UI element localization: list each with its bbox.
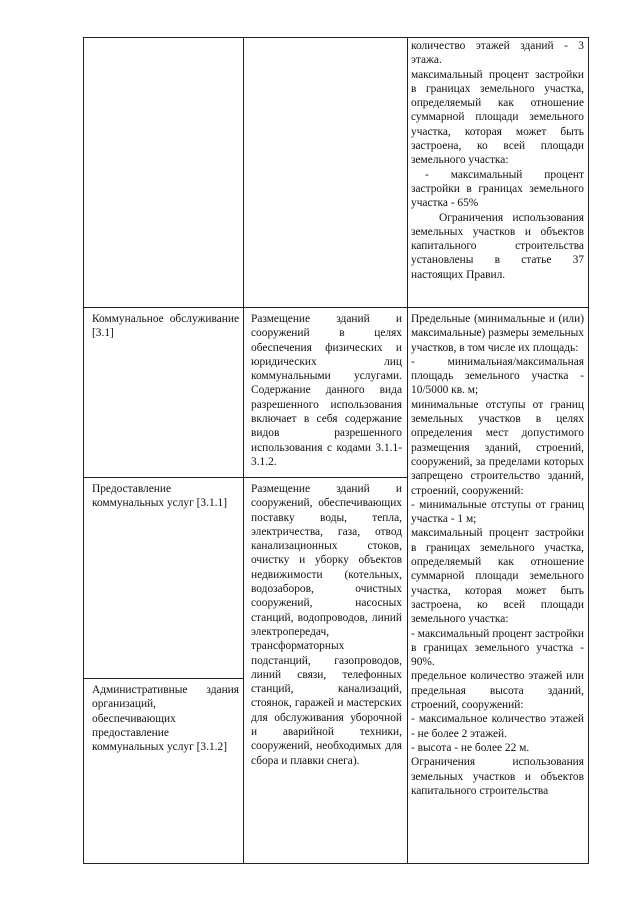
- table-border-col2: [407, 37, 408, 864]
- shared-parameters-cell: [411, 312, 584, 798]
- row2-description-cell: [251, 312, 402, 469]
- param-setback-value: - минимальные отступы от границ участка - 1 м;: [411, 498, 584, 526]
- table-border-right: [588, 37, 589, 864]
- row2-name: Коммунальное обслуживание [3.1]: [92, 313, 239, 340]
- table-border-col1: [243, 37, 244, 864]
- row2-description: Размещение зданий и сооружений в целях обеспечения физических и юридических лиц коммунальными услугами. Содержание данного вида разрешенного использования включает в себя содержание видов разрешенного использования с кодами 3.1.1-3.1.2.: [251, 313, 402, 468]
- param-height-definition: предельное количество этажей или предельная высота зданий, строений, сооружений:: [411, 670, 584, 712]
- row-divider-3-left: [83, 678, 244, 679]
- param-coverage-definition: максимальный процент застройки в границах земельного участка, определяемый как отношение суммарной площади земельного участка, которая может быть застроена, ко всей площади земельного участка:: [411, 527, 584, 626]
- param-setbacks-definition: минимальные отступы от границ земельных участков в целях определения мест допустимого размещения зданий, строений, сооружений, за пределами которых запрещено строительство зданий, строений, сооружений:: [411, 398, 584, 497]
- row4-name: Административные здания организаций, обеспечивающих предоставление коммунальных услуг [3.1.2]: [92, 684, 239, 754]
- param-restrictions: Ограничения использования земельных участков и объектов капитального строительства: [411, 756, 584, 797]
- param-area: - минимальная/максимальная площадь земельного участка - 10/5000 кв. м;: [411, 355, 584, 397]
- row3-description-cell: [251, 482, 402, 768]
- param-max-coverage: - максимальный процент застройки в границах земельного участка - 90%.: [411, 627, 584, 669]
- row1-parameters-cell: [411, 39, 584, 282]
- param-max-height: - высота - не более 22 м.: [411, 741, 530, 754]
- row-divider-2: [83, 477, 408, 478]
- row1-param-coverage-definition: максимальный процент застройки в границах земельного участка, определяемый как отношение суммарной площади земельного участка, которая может быть застроена, ко всей площади земельного участка:: [411, 68, 584, 167]
- row1-param-restrictions: Ограничения использования земельных участков и объектов капитального строительства установлены в статье 37 настоящих Правил.: [411, 211, 584, 281]
- row1-param-max-coverage: - максимальный процент застройки в границах земельного участка - 65%: [411, 168, 584, 210]
- row-divider-1: [83, 307, 589, 308]
- row3-name: Предоставление коммунальных услуг [3.1.1]: [92, 483, 227, 510]
- param-size-limits: Предельные (минимальные и (или) максимальные) размеры земельных участков, в том числе их площадь:: [411, 313, 584, 354]
- table-border-bottom: [83, 863, 589, 864]
- row1-param-floors: количество этажей зданий - 3 этажа.: [411, 40, 584, 67]
- param-max-floors: - максимальное количество этажей - не более 2 этажей.: [411, 713, 584, 740]
- row3-name-cell: [92, 482, 239, 511]
- table-border-top: [83, 37, 589, 38]
- row3-description: Размещение зданий и сооружений, обеспечивающих поставку воды, тепла, электричества, газа, отвод канализационных стоков, очистку и уборку объектов недвижимости (котельных, водозаборов, очистных сооружений, насосных станций, водопроводов, линий электропередач, трансформаторных подстанций, газопроводов, линий связи, телефонных станций, канализаций, стоянок, гаражей и мастерских для обслуживания уборочной и аварийной техники, сооружений, необходимых для сбора и плавки снега).: [251, 483, 402, 767]
- row2-name-cell: [92, 312, 239, 341]
- row4-name-cell: [92, 683, 239, 754]
- table-border-left: [83, 37, 84, 864]
